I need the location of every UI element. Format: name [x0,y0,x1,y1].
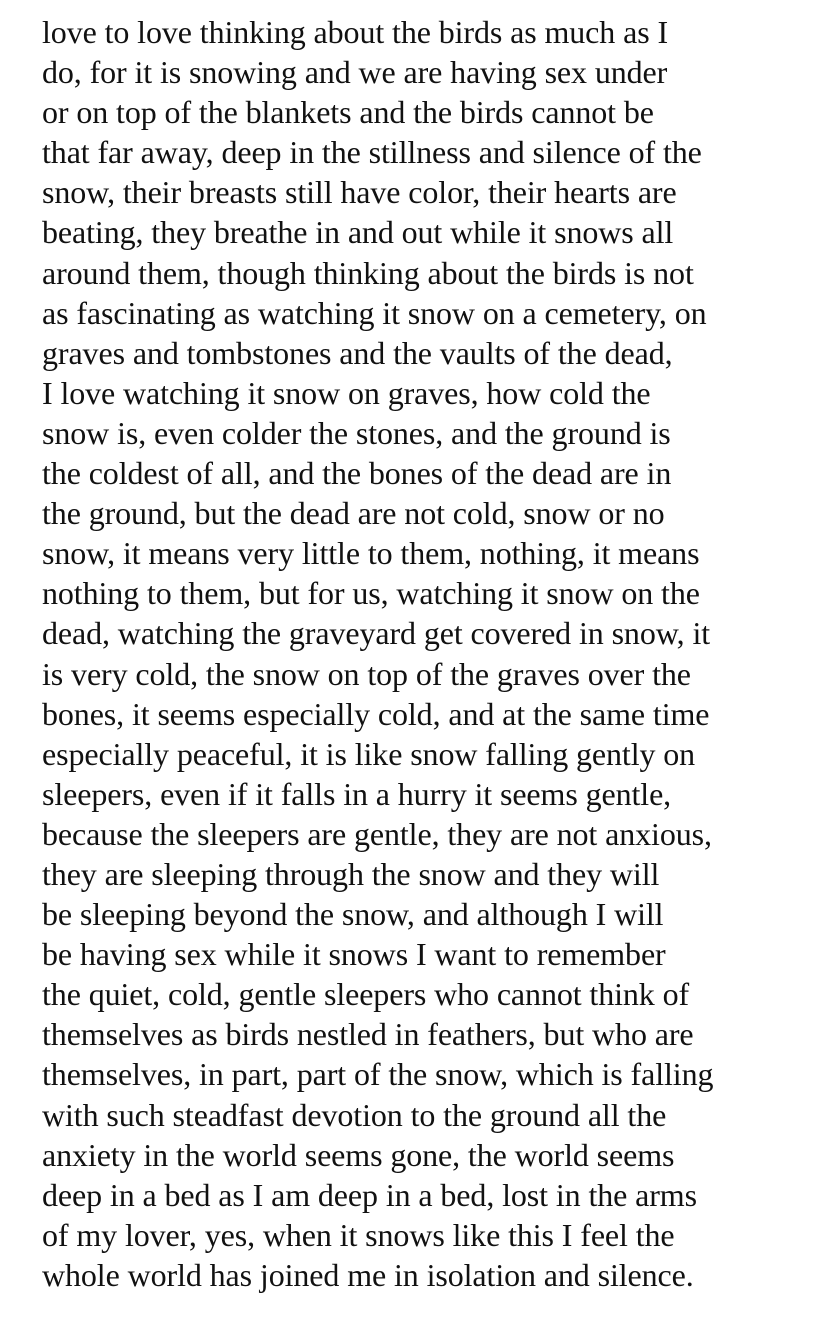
text-line-20: sleepers, even if it falls in a hurry it seems gentle, [42,775,672,812]
text-line-30: deep in a bed as I am deep in a bed, lost in the arms [42,1176,697,1213]
text-line-26: themselves as birds nestled in feathers, but who are [42,1016,694,1053]
text-line-22: they are sleeping through the snow and they will [42,855,660,892]
text-line-23: be sleeping beyond the snow, and although I will [42,896,664,933]
text-line-6: beating, they breathe in and out while it snows all [42,214,674,251]
text-line-4: that far away, deep in the stillness and silence of the [42,134,702,171]
text-line-2: do, for it is snowing and we are having sex under [42,54,668,91]
text-line-19: especially peaceful, it is like snow falling gently on [42,735,696,772]
text-line-7: around them, though thinking about the birds is not [42,254,694,291]
text-line-16: dead, watching the graveyard get covered in snow, it [42,615,711,652]
text-line-13: the ground, but the dead are not cold, snow or no [42,495,665,532]
poem-text-block [42,12,822,1295]
text-line-24: be having sex while it snows I want to remember [42,936,666,973]
text-line-18: bones, it seems especially cold, and at the same time [42,695,710,732]
text-line-21: because the sleepers are gentle, they are not anxious, [42,815,712,852]
text-line-27: themselves, in part, part of the snow, which is falling [42,1056,714,1093]
text-line-25: the quiet, cold, gentle sleepers who cannot think of [42,976,690,1013]
text-line-11: snow is, even colder the stones, and the ground is [42,414,671,451]
text-line-8: as fascinating as watching it snow on a cemetery, on [42,294,707,331]
text-line-32: whole world has joined me in isolation and silence. [42,1256,694,1293]
text-line-14: snow, it means very little to them, nothing, it means [42,535,700,572]
text-line-29: anxiety in the world seems gone, the world seems [42,1136,675,1173]
text-line-1: love to love thinking about the birds as much as I [42,14,669,50]
text-line-28: with such steadfast devotion to the ground all the [42,1096,667,1133]
text-line-10: I love watching it snow on graves, how cold the [42,374,651,411]
text-line-17: is very cold, the snow on top of the graves over the [42,655,691,692]
text-line-31: of my lover, yes, when it snows like this I feel the [42,1216,675,1253]
text-line-5: snow, their breasts still have color, their hearts are [42,174,677,211]
text-line-12: the coldest of all, and the bones of the dead are in [42,455,672,492]
text-line-3: or on top of the blankets and the birds cannot be [42,94,654,131]
text-line-15: nothing to them, but for us, watching it snow on the [42,575,700,612]
text-line-9: graves and tombstones and the vaults of the dead, [42,334,673,371]
